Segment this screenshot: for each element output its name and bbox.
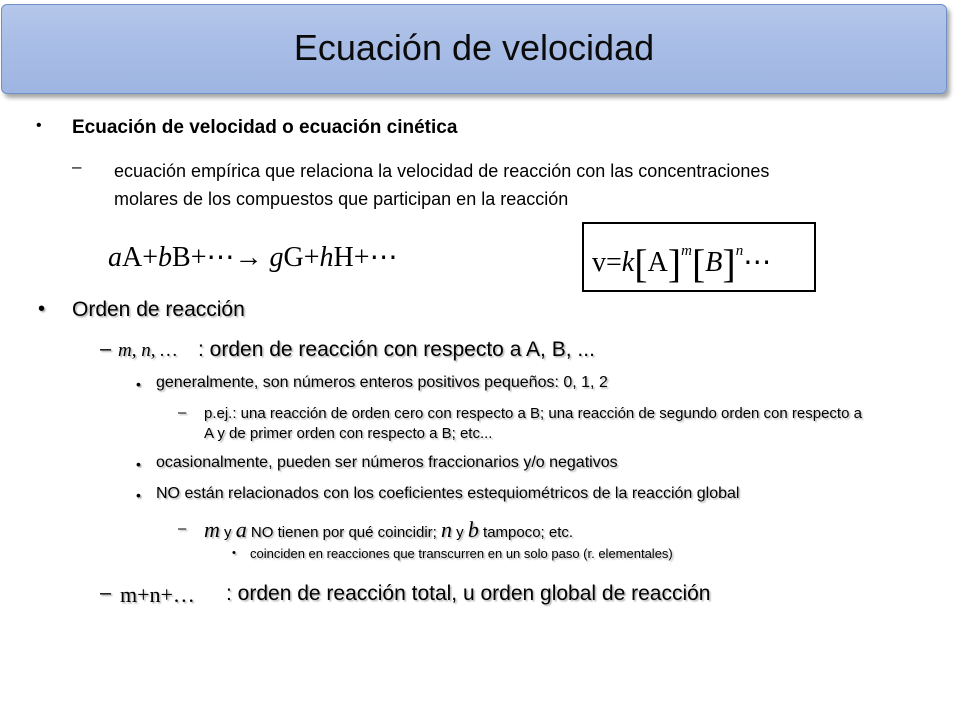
left-bracket-B: [ bbox=[691, 241, 706, 286]
symbol-n: n bbox=[441, 517, 453, 542]
reaction-equation bbox=[108, 240, 398, 274]
orders-text: : orden de reacción con respecto a A, B, ... bbox=[198, 338, 595, 361]
rate-v: v bbox=[592, 247, 606, 278]
coef-h: h bbox=[319, 242, 334, 273]
species-G: G bbox=[283, 242, 304, 273]
rate-constant-k: k bbox=[621, 247, 635, 278]
orders-symbols: m, n, … bbox=[118, 340, 178, 361]
item-generalmente: generalmente, son números enteros positivos pequeños: 0, 1, 2 bbox=[156, 374, 608, 391]
arrow-icon: → bbox=[234, 242, 263, 273]
exponent-m: m bbox=[681, 243, 692, 259]
item-no-relacionados: NO están relacionados con los coeficientes estequiométricos de la reacción global bbox=[156, 485, 740, 502]
product-dots: +⋯ bbox=[353, 242, 398, 273]
exponent-n: n bbox=[735, 243, 744, 259]
bullet-icon: • bbox=[36, 117, 42, 134]
definition-line-1: ecuación empírica que relaciona la velocidad de reacción con las concentraciones bbox=[114, 161, 770, 181]
dash-icon: – bbox=[100, 338, 112, 360]
species-B: B bbox=[172, 242, 191, 273]
coef-g: g bbox=[269, 242, 284, 273]
species-H: H bbox=[333, 242, 354, 273]
text-no-tienen: NO tienen por qué coincidir; bbox=[246, 524, 442, 541]
item-no-coinciden bbox=[204, 517, 573, 543]
example-line-2: A y de primer orden con respecto a B; etc... bbox=[204, 425, 493, 442]
bullet-icon: • bbox=[136, 456, 141, 472]
rate-dots: ⋯ bbox=[743, 247, 772, 278]
dash-icon: – bbox=[72, 157, 82, 176]
left-bracket-A: [ bbox=[634, 241, 648, 286]
reactant-dots: +⋯ bbox=[190, 242, 235, 273]
symbol-m: m bbox=[204, 517, 220, 542]
symbol-b: b bbox=[467, 517, 479, 542]
dash-icon: – bbox=[100, 582, 112, 604]
section2-heading: Orden de reacción bbox=[72, 298, 245, 321]
example-line-1: p.ej.: una reacción de orden cero con respecto a B; una reacción de segundo orden con respecto a bbox=[204, 405, 862, 422]
text-y: y bbox=[219, 524, 236, 541]
equals-sign: = bbox=[606, 247, 622, 278]
dash-icon: – bbox=[178, 520, 187, 537]
definition-line-2: molares de los compuestos que participan en la reacción bbox=[114, 189, 569, 209]
section1-heading: Ecuación de velocidad o ecuación cinética bbox=[72, 117, 458, 138]
coef-b: b bbox=[158, 242, 173, 273]
item-ocasionalmente: ocasionalmente, pueden ser números fraccionarios y/o negativos bbox=[156, 454, 618, 471]
bullet-icon: • bbox=[232, 547, 236, 559]
text-tampoco: tampoco; etc. bbox=[478, 524, 574, 541]
total-order-symbols: m+n+… bbox=[120, 582, 195, 607]
rate-equation bbox=[592, 240, 771, 287]
bullet-icon: • bbox=[38, 298, 46, 320]
slide-title: Ecuación de velocidad bbox=[293, 27, 655, 68]
dash-icon: – bbox=[178, 404, 187, 421]
item-example bbox=[204, 404, 862, 444]
symbol-a: a bbox=[235, 517, 247, 542]
title-bar bbox=[1, 4, 947, 94]
item-elementales: coinciden en reacciones que transcurren en un solo paso (r. elementales) bbox=[250, 546, 673, 561]
bullet-icon: • bbox=[136, 487, 141, 503]
right-bracket-A: ] bbox=[667, 241, 682, 286]
species-A: A bbox=[122, 242, 143, 273]
bullet-icon: • bbox=[136, 376, 141, 392]
right-bracket-B: ] bbox=[722, 241, 736, 286]
plus-sign-2: + bbox=[303, 242, 320, 273]
section1-definition bbox=[114, 157, 769, 213]
coef-a: a bbox=[108, 242, 122, 273]
conc-B: B bbox=[705, 247, 723, 278]
total-order-text: : orden de reacción total, u orden global de reacción bbox=[226, 582, 711, 605]
conc-A: A bbox=[647, 247, 668, 278]
plus-sign: + bbox=[142, 242, 159, 273]
text-y-2: y bbox=[452, 524, 468, 541]
